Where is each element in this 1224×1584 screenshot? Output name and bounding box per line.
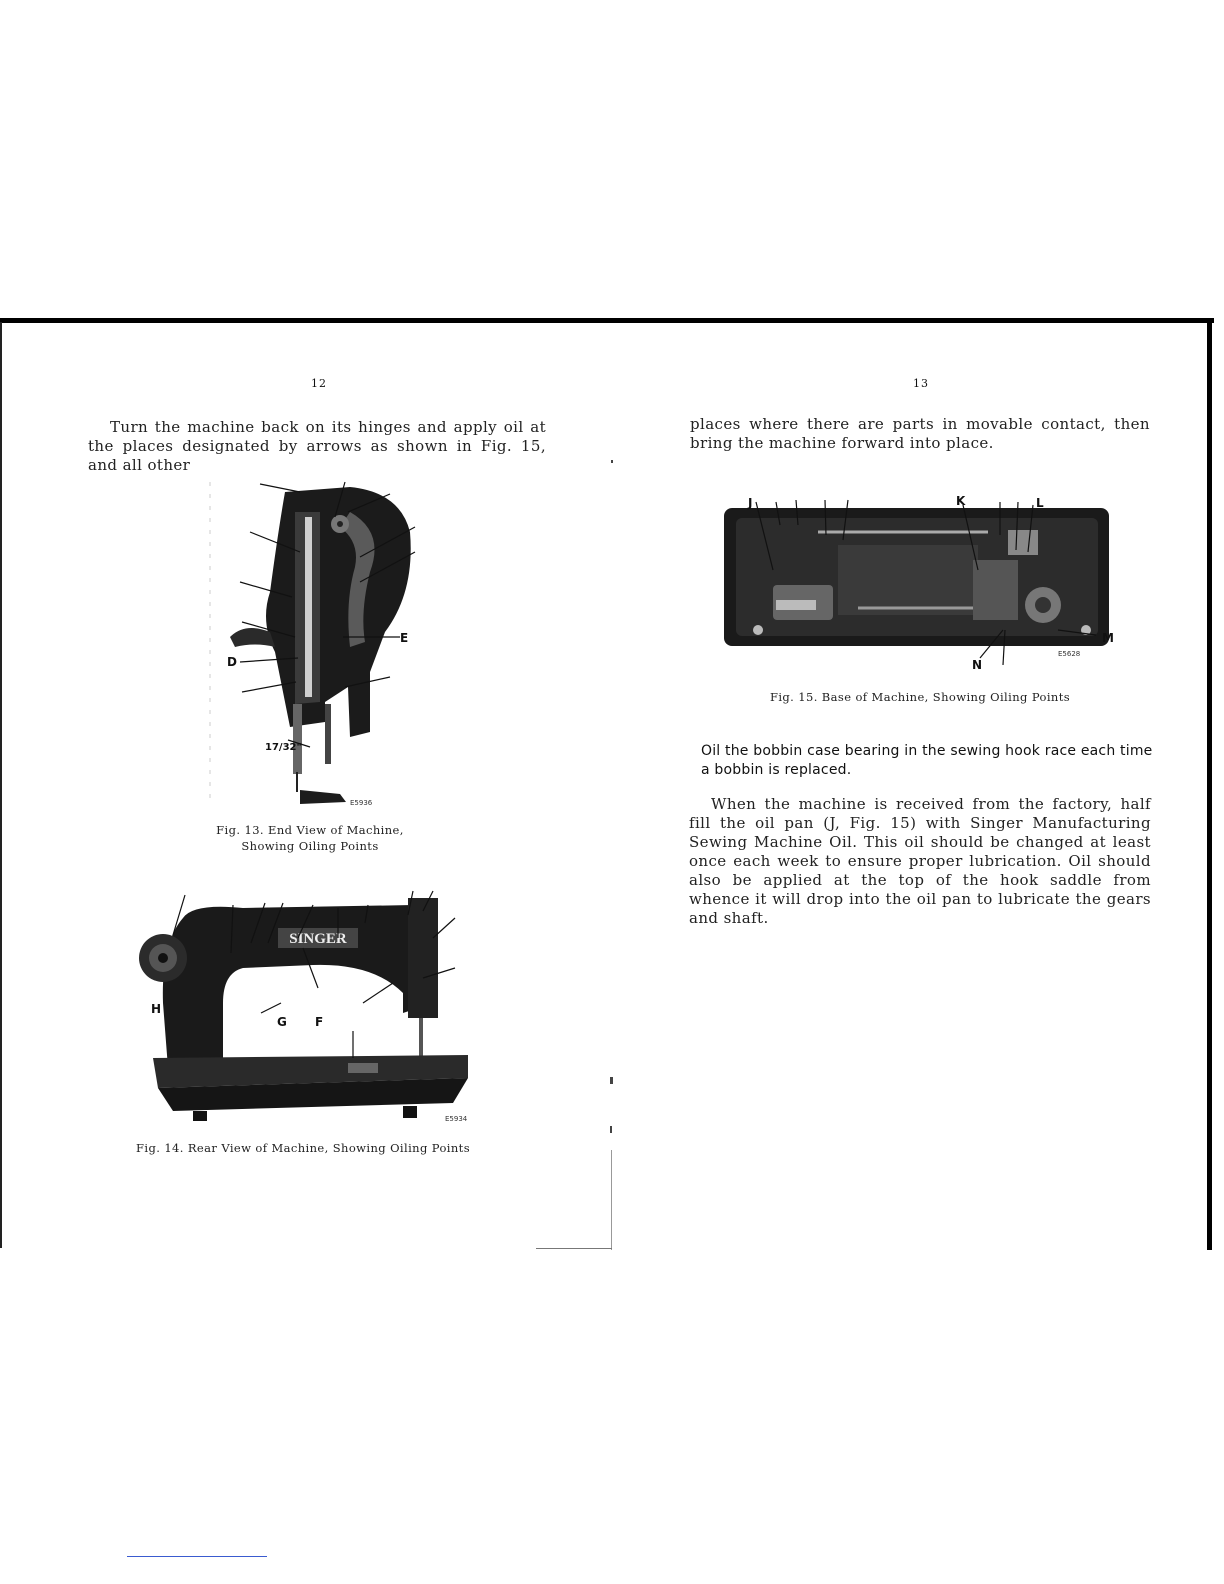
left-border-rule bbox=[0, 322, 2, 1248]
page-number-left: 12 bbox=[311, 377, 327, 390]
figure-15-base-view bbox=[718, 490, 1118, 675]
fig15-label-m: M bbox=[1102, 631, 1114, 645]
gutter-mark bbox=[611, 460, 613, 463]
fig15-label-j: J bbox=[748, 496, 753, 510]
gutter-mark bbox=[611, 1150, 612, 1250]
gutter-mark bbox=[536, 1248, 612, 1249]
fig14-brand-plate: SINGER bbox=[289, 931, 347, 947]
fig14-caption: Fig. 14. Rear View of Machine, Showing Oiling Points bbox=[136, 1141, 470, 1155]
fig15-label-l: L bbox=[1036, 496, 1044, 510]
gutter-mark bbox=[610, 1126, 612, 1133]
fig13-code: E5936 bbox=[350, 799, 373, 807]
fig15-label-n: N bbox=[972, 658, 983, 672]
bobbin-oiling-note: Oil the bobbin case bearing in the sewing hook race each time a bobbin is replaced. bbox=[701, 743, 1153, 778]
left-paragraph: Turn the machine back on its hinges and apply oil at the places designated by arrows as shown in Fig. 15, and all other bbox=[88, 418, 546, 474]
fig15-label-k: K bbox=[956, 494, 966, 508]
fig13-caption-line2: Showing Oiling Points bbox=[241, 839, 379, 853]
fig14-label-h: H bbox=[151, 1002, 162, 1016]
top-border-rule bbox=[0, 318, 1214, 323]
fig13-label-d: D bbox=[227, 655, 237, 669]
page-number-right: 13 bbox=[913, 377, 929, 390]
figure-13-end-view bbox=[200, 472, 430, 812]
fig13-dimension-label: 17/32" bbox=[265, 742, 302, 753]
gutter-mark bbox=[610, 1077, 613, 1084]
oil-pan-paragraph: When the machine is received from the factory, half fill the oil pan (J, Fig. 15) with Singer Manufacturing Sewing Machine Oil. This oil should be changed at least once each week to ensure proper lubrication. Oil should also be applied at the top of the hook saddle from whence it will drop into the oil pan to lubricate the gears and shaft. bbox=[689, 795, 1151, 927]
bottom-link-underline bbox=[127, 1556, 267, 1557]
fig14-code: E5934 bbox=[445, 1115, 468, 1123]
fig13-label-e: E bbox=[400, 631, 409, 645]
fig15-code: E5628 bbox=[1058, 650, 1081, 658]
fig14-label-f: F bbox=[315, 1015, 324, 1029]
fig14-label-g: G bbox=[277, 1015, 287, 1029]
right-paragraph-continuation: places where there are parts in movable contact, then bring the machine forward into place. bbox=[690, 415, 1150, 452]
fig13-caption-line1: Fig. 13. End View of Machine, bbox=[216, 823, 404, 837]
right-border-rule bbox=[1207, 322, 1212, 1250]
figure-14-rear-view bbox=[133, 883, 473, 1123]
fig15-caption: Fig. 15. Base of Machine, Showing Oiling Points bbox=[769, 690, 1071, 704]
